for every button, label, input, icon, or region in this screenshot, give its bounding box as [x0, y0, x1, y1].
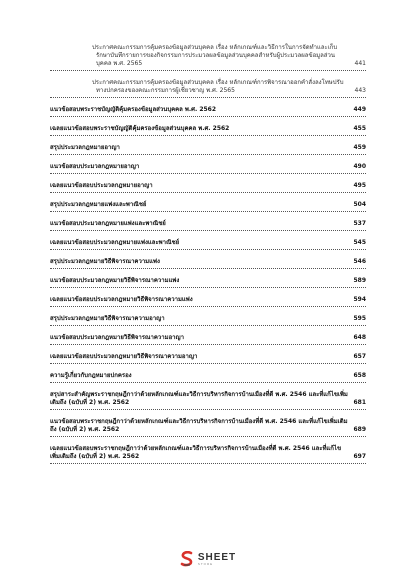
toc-entry	[50, 201, 366, 212]
toc-entry-page: 441	[354, 60, 366, 67]
sheet-logo-icon	[180, 551, 194, 567]
toc-entry-title: ประกาศคณะกรรมการคุ้มครองข้อมูลส่วนบุคคล เรื่อง หลักเกณฑ์และวิธีการในการจัดทำและเก็บรักษาบันทึกรายการของกิจกรรมการประมวลผลข้อมูลส่วนบุคคลสำหรับผู้ประมวลผลข้อมูลส่วนบุคคล พ.ศ. 2565	[92, 44, 338, 67]
toc-entry-title: ความรู้เกี่ยวกับกฎหมายปกครอง	[50, 372, 132, 379]
toc-entry-page: 449	[353, 106, 366, 113]
toc-entry	[50, 220, 366, 231]
table-of-contents	[50, 44, 366, 472]
toc-entry-title: แนวข้อสอบพระราชกฤษฎีกาว่าด้วยหลักเกณฑ์และวิธีการบริหารกิจการบ้านเมืองที่ดี พ.ศ. 2546 และที่แก้ไขเพิ่มเติมถึง (ฉบับที่ 2) พ.ศ. 2562	[50, 418, 348, 433]
toc-entry-title: สรุปประมวลกฎหมายวิธีพิจารณาความอาญา	[50, 315, 165, 322]
toc-entry-title: ประกาศคณะกรรมการคุ้มครองข้อมูลส่วนบุคคล เรื่อง หลักเกณฑ์การพิจารณาออกคำสั่งลงโทษปรับทางปกครองของคณะกรรมการผู้เชี่ยวชาญ พ.ศ. 2565	[92, 79, 344, 94]
toc-entry	[50, 315, 366, 326]
toc-entry-title: แนวข้อสอบประมวลกฎหมายแพ่งและพาณิชย์	[50, 220, 166, 227]
toc-entry-page: 504	[353, 201, 366, 208]
toc-entry-title: เฉลยแนวข้อสอบพระราชบัญญัติคุ้มครองข้อมูลส่วนบุคคล พ.ศ. 2562	[50, 125, 230, 132]
toc-entry-page: 658	[353, 372, 366, 379]
toc-entry	[50, 44, 366, 71]
footer	[0, 544, 416, 574]
toc-entry-page: 495	[353, 182, 366, 189]
logo-subtitle: STORE	[197, 561, 214, 566]
toc-entry	[50, 391, 366, 410]
toc-entry	[50, 277, 366, 288]
toc-entry-title: แนวข้อสอบประมวลกฎหมายวิธีพิจารณาความอาญา	[50, 334, 185, 341]
toc-entry-title: เฉลยแนวข้อสอบประมวลกฎหมายอาญา	[50, 182, 153, 189]
toc-entry	[50, 106, 366, 117]
toc-entry-title: เฉลยแนวข้อสอบประมวลกฎหมายวิธีพิจารณาความอาญา	[50, 353, 198, 360]
toc-entry-page: 537	[353, 220, 366, 227]
toc-entry-title: เฉลยแนวข้อสอบประมวลกฎหมายวิธีพิจารณาความแพ่ง	[50, 296, 193, 303]
toc-entry-page: 455	[353, 125, 366, 132]
publisher-logo	[180, 551, 236, 567]
toc-entry-title: แนวข้อสอบประมวลกฎหมายอาญา	[50, 163, 140, 170]
toc-entry	[50, 418, 366, 437]
logo-word: SHEET	[197, 551, 237, 563]
toc-entry-page: 657	[353, 353, 366, 360]
toc-entry-page: 490	[353, 163, 366, 170]
toc-entry	[50, 445, 366, 464]
toc-entry	[50, 334, 366, 345]
toc-entry	[50, 239, 366, 250]
toc-entry	[50, 125, 366, 136]
toc-entry-page: 545	[353, 239, 366, 246]
toc-entry-page: 443	[354, 87, 366, 94]
toc-entry-page: 594	[353, 296, 366, 303]
toc-entry-title: เฉลยแนวข้อสอบประมวลกฎหมายแพ่งและพาณิชย์	[50, 239, 180, 246]
toc-entry	[50, 163, 366, 174]
toc-entry-page: 595	[353, 315, 366, 322]
toc-entry	[50, 372, 366, 383]
toc-entry	[50, 258, 366, 269]
toc-entry	[50, 182, 366, 193]
toc-entry	[50, 296, 366, 307]
toc-entry-title: แนวข้อสอบประมวลกฎหมายวิธีพิจารณาความแพ่ง	[50, 277, 180, 284]
toc-entry-title: สรุปสาระสำคัญพระราชกฤษฎีกาว่าด้วยหลักเกณฑ์และวิธีการบริหารกิจการบ้านเมืองที่ดี พ.ศ. 2546 และที่แก้ไขเพิ่มเติมถึง (ฉบับที่ 2) พ.ศ. 2562	[50, 391, 348, 406]
toc-entry-page: 697	[353, 453, 366, 460]
toc-entry-title: สรุปประมวลกฎหมายอาญา	[50, 144, 120, 151]
toc-entry-page: 589	[353, 277, 366, 284]
toc-entry	[50, 353, 366, 364]
toc-entry	[50, 79, 366, 98]
toc-entry-page: 546	[353, 258, 366, 265]
toc-entry-title: สรุปประมวลกฎหมายวิธีพิจารณาความแพ่ง	[50, 258, 160, 265]
toc-entry-page: 459	[353, 144, 366, 151]
toc-entry-page: 681	[353, 399, 366, 406]
toc-entry-page: 689	[353, 426, 366, 433]
toc-entry	[50, 144, 366, 155]
toc-entry-page: 648	[353, 334, 366, 341]
toc-entry-title: สรุปประมวลกฎหมายแพ่งและพาณิชย์	[50, 201, 147, 208]
toc-entry-title: เฉลยแนวข้อสอบพระราชกฤษฎีกาว่าด้วยหลักเกณฑ์และวิธีการบริหารกิจการบ้านเมืองที่ดี พ.ศ. 2546 และที่แก้ไขเพิ่มเติมถึง (ฉบับที่ 2) พ.ศ. 2562	[50, 445, 342, 460]
toc-entry-title: แนวข้อสอบพระราชบัญญัติคุ้มครองข้อมูลส่วนบุคคล พ.ศ. 2562	[50, 106, 217, 113]
